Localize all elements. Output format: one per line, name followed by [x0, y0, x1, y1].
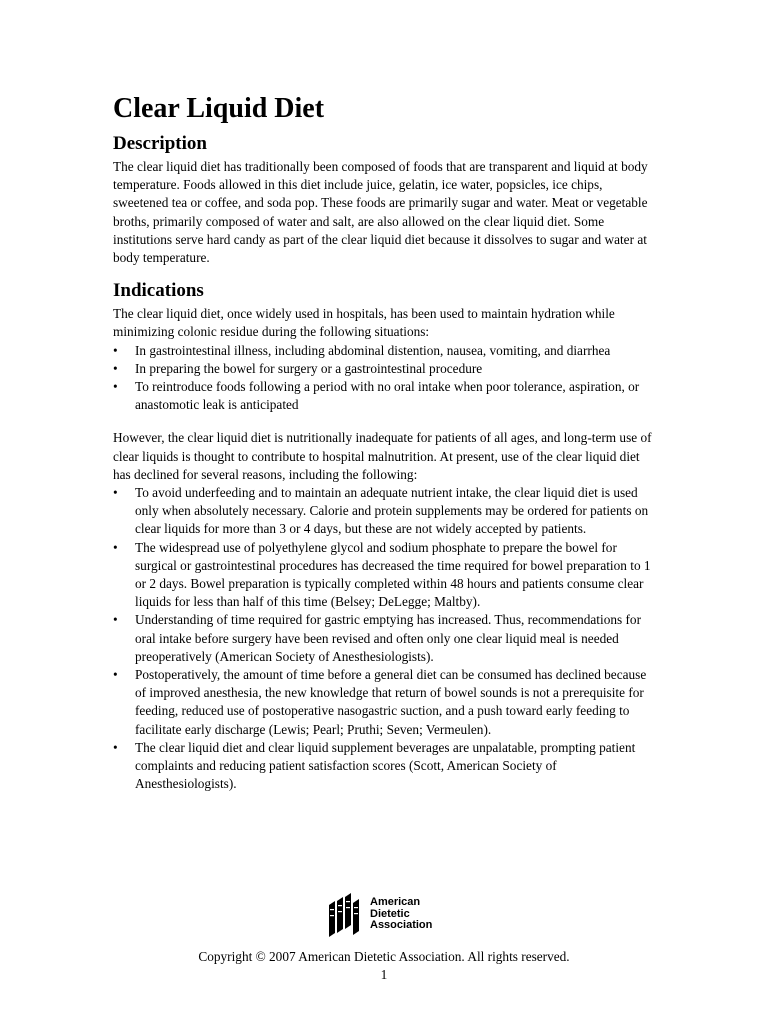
list-item: [113, 611, 658, 666]
logo-line: Association: [370, 919, 433, 931]
list-item: [113, 539, 658, 612]
bullet: •: [113, 485, 118, 501]
list-item: [113, 484, 658, 539]
section-heading-description: Description: [113, 133, 207, 154]
document-body: [113, 92, 658, 794]
list-item: [113, 666, 658, 739]
copyright-notice: Copyright © 2007 American Dietetic Association. All rights reserved.: [198, 949, 570, 964]
list-item-text: In preparing the bowel for surgery or a gastrointestinal procedure: [135, 360, 483, 376]
however-paragraph: However, the clear liquid diet is nutritionally inadequate for patients of all ages, and long-term use of clear liquids is thought to contribute to hospital malnutrition. At present, use of the clear liquid diet has declined for several reasons, including the following:: [113, 430, 652, 482]
logo-line: Dietetic: [370, 907, 410, 920]
bullet: •: [113, 342, 118, 358]
reasons-list: [113, 484, 658, 793]
logo-wordmark: [370, 897, 432, 932]
page-title: Clear Liquid Diet: [113, 93, 325, 124]
list-item-text: Postoperatively, the amount of time before a general diet can be consumed has declined because of improved anesthesia, the new knowledge that return of bowel sounds is not a prerequisite for feeding, reduced use of postoperative nasogastric suction, and a push toward early feeding to facilitate early discharge (Lewis; Pearl; Pruthi; Seven; Vermeulen).: [135, 667, 647, 737]
bullet: •: [113, 667, 118, 683]
page-number: 1: [380, 967, 388, 982]
bullet: •: [113, 539, 118, 555]
bullet: •: [113, 360, 118, 376]
bullet: •: [113, 612, 118, 628]
description-paragraph: The clear liquid diet has traditionally been composed of foods that are transparent and liquid at body temperature. Foods allowed in this diet include juice, gelatin, ice water, popsicles, ice chips, sweetened tea or coffee, and soda pop. These foods are primarily sugar and water. Meat or vegetable broths, primarily composed of water and salt, are also allowed on the clear liquid diet. Some institutions serve hard candy as part of the clear liquid diet because it dissolves to sugar and water at body temperature.: [113, 159, 648, 266]
logo-line: American: [370, 896, 421, 908]
list-item: [113, 360, 658, 378]
list-item-text: To reintroduce foods following a period with no oral intake when poor tolerance, aspiration, or anastomotic leak is anticipated: [135, 379, 640, 413]
bullet: •: [113, 379, 118, 395]
bullet: •: [113, 739, 118, 755]
section-heading-indications: Indications: [113, 280, 204, 302]
ada-logo-icon: [327, 893, 369, 937]
list-item: [113, 342, 658, 360]
list-item-text: The clear liquid diet and clear liquid supplement beverages are unpalatable, prompting patient complaints and reducing patient satisfaction scores (Scott, American Society of Anesthesiologists).: [135, 739, 636, 792]
ada-logo: [327, 893, 457, 937]
list-item-text: The widespread use of polyethylene glycol and sodium phosphate to prepare the bowel for surgical or gastrointestinal procedures has decreased the time required for bowel preparation to 1 or 2 days. Bowel preparation is typically completed within 48 hours and patients consume clear liquids for less than half of this time (Belsey; DeLegge; Maltby).: [135, 539, 651, 610]
indications-intro: The clear liquid diet, once widely used in hospitals, has been used to maintain hydration while minimizing colonic residue during the following situations:: [113, 306, 615, 340]
list-item: [113, 739, 658, 794]
list-item-text: Understanding of time required for gastric emptying has increased. Thus, recommendations for oral intake before surgery have been revised and often only one clear liquid meal is needed preoperatively (American Society of Anesthesiologists).: [135, 612, 641, 664]
list-item-text: In gastrointestinal illness, including abdominal distention, nausea, vomiting, and diarrhea: [135, 342, 611, 358]
list-item: [113, 378, 658, 414]
indications-list: [113, 342, 658, 415]
list-item-text: To avoid underfeeding and to maintain an adequate nutrient intake, the clear liquid diet is used only when absolutely necessary. Calorie and protein supplements may be ordered for patients on clear liquids for more than 3 or 4 days, but these are not widely accepted by patients.: [135, 485, 649, 537]
